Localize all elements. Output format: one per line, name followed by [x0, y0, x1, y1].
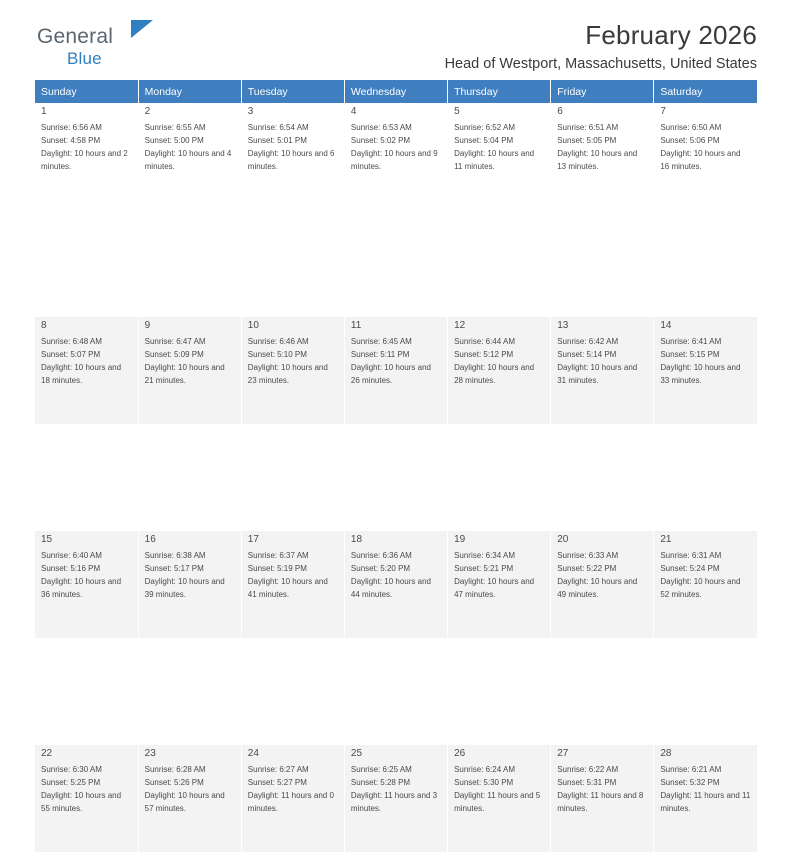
calendar-week-row: [35, 317, 757, 424]
sunset-text: Sunset: 5:31 PM: [557, 777, 617, 787]
daylight-text: Daylight: 10 hours and 23 minutes.: [247, 362, 328, 385]
sunset-text: Sunset: 5:12 PM: [454, 349, 514, 359]
sunset-text: Sunset: 5:32 PM: [660, 777, 720, 787]
sunrise-text: Sunrise: 6:41 AM: [660, 337, 722, 346]
sunset-text: Sunset: 5:19 PM: [247, 563, 307, 573]
day-info: [660, 550, 751, 602]
daylight-text: Daylight: 10 hours and 44 minutes.: [350, 576, 431, 599]
day-info: [248, 764, 338, 816]
sunset-text: Sunset: 5:25 PM: [41, 777, 101, 787]
day-cell: [551, 745, 654, 852]
day-info: [41, 550, 132, 602]
week-spacer-cell: [35, 638, 757, 745]
sunrise-text: Sunrise: 6:28 AM: [144, 765, 206, 774]
day-number: 20: [557, 534, 569, 545]
day-number: 22: [41, 748, 53, 759]
sunrise-text: Sunrise: 6:50 AM: [660, 123, 722, 132]
daylight-text: Daylight: 10 hours and 41 minutes.: [247, 576, 328, 599]
week-spacer-cell: [35, 424, 757, 531]
daylight-text: Daylight: 11 hours and 0 minutes.: [247, 790, 334, 813]
sunrise-text: Sunrise: 6:46 AM: [247, 337, 309, 346]
day-cell: [138, 103, 241, 210]
weekday-header-monday: Monday: [138, 80, 241, 103]
logo-flag-icon: [131, 20, 153, 38]
day-cell: [551, 103, 654, 210]
daylight-text: Daylight: 10 hours and 11 minutes.: [454, 148, 535, 171]
day-number: 16: [144, 534, 156, 545]
sunset-text: Sunset: 5:22 PM: [557, 563, 617, 573]
sunset-text: Sunset: 5:21 PM: [454, 563, 514, 573]
day-number: 25: [350, 748, 363, 759]
page-title: February 2026: [585, 20, 757, 50]
day-cell: [551, 531, 654, 638]
sunrise-text: Sunrise: 6:52 AM: [454, 123, 515, 132]
day-cell: [241, 531, 344, 638]
day-info: [41, 764, 132, 816]
daylight-text: Daylight: 10 hours and 33 minutes.: [660, 362, 741, 385]
day-cell: [344, 745, 447, 852]
week-spacer: [35, 638, 757, 745]
sunset-text: Sunset: 5:24 PM: [660, 563, 720, 573]
sunrise-text: Sunrise: 6:33 AM: [557, 551, 619, 560]
daylight-text: Daylight: 10 hours and 4 minutes.: [144, 148, 232, 171]
day-number: 28: [660, 748, 672, 759]
sunrise-text: Sunrise: 6:37 AM: [247, 551, 309, 560]
sunset-text: Sunset: 5:09 PM: [144, 349, 204, 359]
daylight-text: Daylight: 11 hours and 3 minutes.: [350, 790, 438, 813]
day-info: [557, 336, 647, 388]
sunset-text: Sunset: 5:02 PM: [350, 135, 411, 145]
day-number: 21: [660, 534, 672, 545]
day-cell: [35, 531, 138, 638]
day-number: 27: [557, 748, 569, 759]
daylight-text: Daylight: 11 hours and 8 minutes.: [557, 790, 644, 813]
daylight-text: Daylight: 10 hours and 39 minutes.: [144, 576, 225, 599]
sunset-text: Sunset: 5:14 PM: [557, 349, 617, 359]
day-cell: [448, 531, 551, 638]
daylight-text: Daylight: 10 hours and 26 minutes.: [350, 362, 431, 385]
day-cell: [138, 317, 241, 424]
weekday-header-friday: Friday: [551, 80, 654, 103]
day-number: 2: [144, 106, 151, 117]
sunset-text: Sunset: 5:01 PM: [247, 135, 307, 145]
day-info: [557, 550, 647, 602]
day-info: [41, 122, 132, 174]
sunset-text: Sunset: 5:20 PM: [350, 563, 411, 573]
calendar-week-row: [35, 531, 757, 638]
day-info: [660, 122, 751, 174]
page-location: Head of Westport, Massachusetts, United States: [444, 56, 757, 72]
day-info: [351, 122, 441, 174]
logo: [37, 26, 113, 67]
weekday-header-thursday: Thursday: [448, 80, 551, 103]
day-info: [248, 122, 338, 174]
day-number: 13: [557, 320, 569, 331]
sunset-text: Sunset: 5:11 PM: [350, 349, 410, 359]
daylight-text: Daylight: 11 hours and 11 minutes.: [660, 790, 751, 813]
day-number: 12: [454, 320, 466, 331]
day-cell: [448, 745, 551, 852]
sunset-text: Sunset: 5:00 PM: [144, 135, 204, 145]
day-number: 24: [247, 748, 259, 759]
day-number: 8: [41, 320, 47, 331]
sunrise-text: Sunrise: 6:21 AM: [660, 765, 722, 774]
daylight-text: Daylight: 11 hours and 5 minutes.: [454, 790, 541, 813]
day-cell: [448, 317, 551, 424]
sunrise-text: Sunrise: 6:36 AM: [350, 551, 412, 560]
day-cell: [344, 103, 447, 210]
day-info: [454, 550, 544, 602]
daylight-text: Daylight: 10 hours and 28 minutes.: [454, 362, 535, 385]
week-spacer: [35, 210, 757, 317]
day-info: [454, 336, 544, 388]
day-info: [145, 550, 235, 602]
day-number: 3: [247, 106, 254, 117]
sunrise-text: Sunrise: 6:48 AM: [41, 337, 102, 346]
page-header: [35, 0, 757, 72]
sunrise-text: Sunrise: 6:31 AM: [660, 551, 722, 560]
daylight-text: Daylight: 10 hours and 52 minutes.: [660, 576, 741, 599]
logo-text-general: General: [37, 25, 114, 48]
day-cell: [654, 103, 757, 210]
daylight-text: Daylight: 10 hours and 16 minutes.: [660, 148, 741, 171]
weekday-header-tuesday: Tuesday: [241, 80, 344, 103]
day-info: [557, 764, 647, 816]
day-info: [351, 550, 441, 602]
day-cell: [138, 531, 241, 638]
sunrise-text: Sunrise: 6:47 AM: [144, 337, 206, 346]
sunrise-text: Sunrise: 6:30 AM: [41, 765, 102, 774]
day-number: 18: [350, 534, 363, 545]
day-info: [248, 550, 338, 602]
day-info: [454, 764, 544, 816]
day-number: 6: [557, 106, 563, 117]
sunrise-text: Sunrise: 6:27 AM: [247, 765, 309, 774]
day-number: 15: [41, 534, 53, 545]
sunrise-text: Sunrise: 6:56 AM: [41, 123, 102, 132]
day-info: [557, 122, 647, 174]
day-cell: [654, 531, 757, 638]
sunset-text: Sunset: 5:30 PM: [454, 777, 514, 787]
day-cell: [654, 745, 757, 852]
day-cell: [138, 745, 241, 852]
day-info: [351, 764, 441, 816]
sunrise-text: Sunrise: 6:24 AM: [454, 765, 515, 774]
day-cell: [35, 317, 138, 424]
day-cell: [448, 103, 551, 210]
weekday-header-wednesday: Wednesday: [344, 80, 447, 103]
day-info: [454, 122, 544, 174]
sunset-text: Sunset: 4:58 PM: [41, 135, 101, 145]
daylight-text: Daylight: 10 hours and 13 minutes.: [557, 148, 638, 171]
week-spacer: [35, 424, 757, 531]
sunrise-text: Sunrise: 6:51 AM: [557, 123, 619, 132]
daylight-text: Daylight: 10 hours and 57 minutes.: [144, 790, 225, 813]
sunset-text: Sunset: 5:05 PM: [557, 135, 617, 145]
weekday-header-saturday: Saturday: [654, 80, 757, 103]
daylight-text: Daylight: 10 hours and 31 minutes.: [557, 362, 638, 385]
daylight-text: Daylight: 10 hours and 6 minutes.: [247, 148, 335, 171]
sunset-text: Sunset: 5:07 PM: [41, 349, 101, 359]
day-number: 11: [350, 320, 362, 331]
day-number: 1: [41, 106, 47, 117]
day-cell: [654, 317, 757, 424]
day-number: 7: [660, 106, 666, 117]
day-number: 23: [144, 748, 156, 759]
sunrise-text: Sunrise: 6:44 AM: [454, 337, 515, 346]
daylight-text: Daylight: 10 hours and 2 minutes.: [41, 148, 128, 171]
day-info: [41, 336, 132, 388]
sunset-text: Sunset: 5:27 PM: [247, 777, 307, 787]
day-number: 10: [247, 320, 259, 331]
sunset-text: Sunset: 5:16 PM: [41, 563, 101, 573]
day-cell: [344, 317, 447, 424]
calendar-week-row: [35, 745, 757, 852]
sunset-text: Sunset: 5:28 PM: [350, 777, 411, 787]
day-number: 26: [454, 748, 466, 759]
sunset-text: Sunset: 5:06 PM: [660, 135, 720, 145]
sunrise-text: Sunrise: 6:38 AM: [144, 551, 206, 560]
day-number: 19: [454, 534, 466, 545]
daylight-text: Daylight: 10 hours and 36 minutes.: [41, 576, 122, 599]
day-cell: [344, 531, 447, 638]
weekday-header-sunday: Sunday: [35, 80, 138, 103]
day-cell: [241, 103, 344, 210]
day-cell: [241, 317, 344, 424]
sunrise-text: Sunrise: 6:25 AM: [350, 765, 412, 774]
sunset-text: Sunset: 5:15 PM: [660, 349, 720, 359]
sunrise-text: Sunrise: 6:40 AM: [41, 551, 102, 560]
calendar-header-row: [35, 80, 757, 103]
sunset-text: Sunset: 5:26 PM: [144, 777, 204, 787]
daylight-text: Daylight: 10 hours and 18 minutes.: [41, 362, 122, 385]
daylight-text: Daylight: 10 hours and 49 minutes.: [557, 576, 638, 599]
sunrise-text: Sunrise: 6:42 AM: [557, 337, 619, 346]
day-number: 9: [144, 320, 151, 331]
sunset-text: Sunset: 5:17 PM: [144, 563, 204, 573]
daylight-text: Daylight: 10 hours and 9 minutes.: [350, 148, 438, 171]
day-info: [351, 336, 441, 388]
day-cell: [35, 103, 138, 210]
day-info: [145, 336, 235, 388]
daylight-text: Daylight: 10 hours and 55 minutes.: [41, 790, 122, 813]
day-number: 4: [350, 106, 357, 117]
day-number: 14: [660, 320, 672, 331]
day-number: 5: [454, 106, 460, 117]
sunrise-text: Sunrise: 6:53 AM: [350, 123, 412, 132]
logo-text-blue: Blue: [67, 49, 102, 68]
day-info: [660, 336, 751, 388]
day-info: [145, 764, 235, 816]
day-info: [660, 764, 751, 816]
day-cell: [35, 745, 138, 852]
sunrise-text: Sunrise: 6:22 AM: [557, 765, 619, 774]
day-number: 17: [247, 534, 259, 545]
sunrise-text: Sunrise: 6:54 AM: [247, 123, 309, 132]
day-info: [145, 122, 235, 174]
daylight-text: Daylight: 10 hours and 47 minutes.: [454, 576, 535, 599]
sunrise-text: Sunrise: 6:34 AM: [454, 551, 515, 560]
calendar-table: [35, 80, 757, 852]
day-cell: [241, 745, 344, 852]
week-spacer-cell: [35, 210, 757, 317]
day-cell: [551, 317, 654, 424]
day-info: [248, 336, 338, 388]
sunset-text: Sunset: 5:04 PM: [454, 135, 514, 145]
sunrise-text: Sunrise: 6:55 AM: [144, 123, 206, 132]
calendar-week-row: [35, 103, 757, 210]
daylight-text: Daylight: 10 hours and 21 minutes.: [144, 362, 225, 385]
sunrise-text: Sunrise: 6:45 AM: [350, 337, 412, 346]
sunset-text: Sunset: 5:10 PM: [247, 349, 307, 359]
